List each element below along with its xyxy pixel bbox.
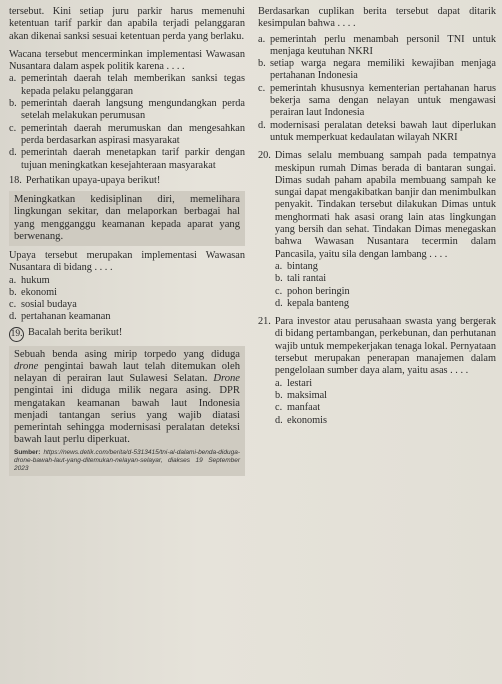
option-a[interactable]: a. lestari	[275, 377, 313, 389]
option-b[interactable]: b. pemerintah daerah langsung mengundangkan perda setelah melakukan perumusan	[9, 98, 245, 122]
option-d[interactable]: d. modernisasi peralatan deteksi bawah laut diperlukan untuk memperkuat kedaulatan wilayah NKRI	[258, 119, 496, 143]
question-19-options	[258, 34, 496, 145]
option-b[interactable]: b. maksimal	[275, 389, 328, 401]
option-d[interactable]: d. pertahanan keamanan	[9, 311, 111, 323]
option-b[interactable]: b. tali rantai	[275, 273, 327, 285]
question-20-stem: Dimas selalu membuang sampah pada tempatnya meskipun rumah Dimas berada di bantaran sungai. Dimas sudah paham apabila membuang sampah ke sungai dapat mengakibatkan banjir dan menimbulkan penyakit. Tindakan tersebut dilakukan Dimas untuk menghormati hak asasi orang lain atas lingkungan yang bersih dan sehat. Tindakan Dimas menegaskan bahwa Wawasan Nusantara tecermin dalam Pancasila, yaitu sila dengan lambang . . . .	[274, 150, 496, 260]
question-20-options	[258, 261, 496, 310]
question-21	[258, 316, 496, 377]
option-b[interactable]: b. setiap warga negara memiliki kewajiban menjaga pertahanan Indonesia	[258, 58, 496, 82]
option-c[interactable]: c. pohon beringin	[275, 285, 350, 297]
source-link[interactable]: https://news.detik.com/berita/d-5313415/tni-al-dalami-benda-diduga-drone-bawah-laut-yang-ditemukan-nelayan-selayar, diakses 19 September 2023	[14, 449, 240, 472]
question-18-stem: Perhatikan upaya-upaya berikut!	[25, 174, 161, 186]
question-21-stem: Para investor atau perusahaan swasta yang bergerak di bidang pertambangan, perkebunan, dan perhutanan wajib untuk mempekerjakan tenaga lokal. Pernyataan tersebut merupakan penerapan manajemen dalam pengelolaan sumber daya alam, yaitu asas . . . .	[274, 316, 496, 377]
option-c[interactable]: c. sosial budaya	[9, 299, 77, 311]
question-number-circled: 19.	[9, 327, 24, 342]
option-a[interactable]: a. bintang	[275, 260, 318, 272]
option-a[interactable]: a. hukum	[9, 274, 50, 286]
option-a[interactable]: a. pemerintah perlu menambah personil TNI untuk menjaga keutuhan NKRI	[258, 33, 496, 57]
news-excerpt-box: Sebuah benda asing mirip torpedo yang diduga drone pengintai bawah laut telah ditemukan oleh nelayan di perairan laut Sulawesi Selatan. Drone pengintai ini diduga milik negara asing. DPR mengatakan keamanan bawah laut Indonesia menjadi tantangan serius yang wajib diatasi pemerintah sehingga modernisasi peralatan deteksi bawah laut perlu diperkuat. Sumber: https://news.detik.com/berita/d-5313415/tni-al-dalami-benda-diduga-drone-bawah-laut-yang-ditemukan-nelayan-selayar, diakses 19 September 2023	[9, 346, 245, 476]
option-a[interactable]: a. pemerintah daerah telah memberikan sanksi tegas kepada pelaku pelanggaran	[9, 73, 245, 97]
question-number: 20.	[258, 150, 271, 162]
question-18-prompt: Upaya tersebut merupakan implementasi Wawasan Nusantara di bidang . . . .	[9, 249, 245, 274]
question-21-options	[258, 378, 496, 427]
news-source: Sumber: https://news.detik.com/berita/d-5313415/tni-al-dalami-benda-diduga-drone-bawah-laut-yang-ditemukan-nelayan-selayar, diakses 19 September 2023	[14, 449, 240, 472]
question-19	[9, 327, 245, 342]
option-c[interactable]: c. pemerintah daerah merumuskan dan mengesahkan perda berdasarkan aspirasi masyarakat	[9, 122, 245, 146]
option-c[interactable]: c. manfaat	[275, 402, 321, 414]
question-number: 21.	[258, 316, 271, 328]
question-17-options	[9, 73, 245, 171]
option-d[interactable]: d. kepala banteng	[275, 297, 350, 309]
passage-continuation: tersebut. Kini setiap juru parkir harus memenuhi ketentuan tarif parkir dan apabila terjadi pelanggaran akan dikenai sanksi sesuai ketentuan perda yang berlaku.	[9, 6, 245, 42]
right-column	[258, 6, 496, 427]
question-20	[258, 150, 496, 261]
question-19-stem: Bacalah berita berikut!	[28, 326, 123, 338]
option-b[interactable]: b. ekonomi	[9, 286, 58, 298]
option-c[interactable]: c. pemerintah khususnya kementerian pertahanan harus bekerja sama dengan nelayan untuk mengawasi perairan laut Indonesia	[258, 82, 496, 119]
question-number: 18.	[9, 174, 22, 186]
question-18	[9, 175, 245, 187]
question-18-options	[9, 275, 245, 324]
question-19-prompt: Berdasarkan cuplikan berita tersebut dapat ditarik kesimpulan bahwa . . . .	[258, 6, 496, 30]
question-18-box: Meningkatkan kedisiplinan diri, memelihara lingkungan sekitar, dan melaporkan berbagai hal yang mengganggu keamanan kepada aparat yang berwenang.	[9, 191, 245, 246]
option-d[interactable]: d. pemerintah daerah menetapkan tarif parkir dengan tujuan meningkatkan kesejahteraan masyarakat	[9, 147, 245, 171]
option-d[interactable]: d. ekonomis	[275, 414, 328, 426]
question-17-stem: Wacana tersebut mencerminkan implementasi Wawasan Nusantara dalam aspek politik karena . . . .	[9, 48, 245, 73]
left-column	[9, 6, 245, 480]
